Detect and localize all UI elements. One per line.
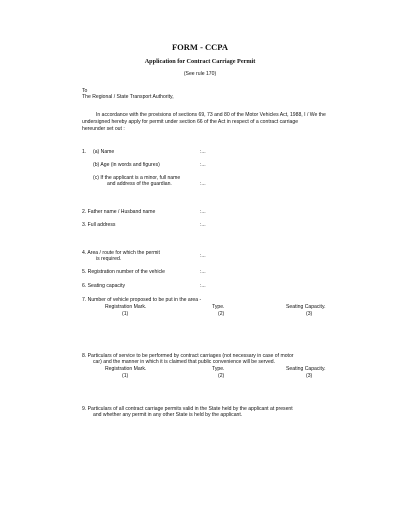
section-8-line-2: car) and the manner in which it is claimed that public convenience will be served. bbox=[93, 359, 276, 365]
form-subtitle: Application for Contract Carriage Permit bbox=[144, 58, 256, 65]
field-1a-label: (a) Name bbox=[93, 149, 115, 155]
section-7-num-3: (3) bbox=[306, 311, 313, 317]
field-1a-colon: :... bbox=[200, 149, 206, 155]
section-7-col-seating: Seating Capacity. bbox=[286, 304, 326, 310]
section-7-num-2: (2) bbox=[218, 311, 225, 317]
field-4-line-2: is required. bbox=[96, 256, 122, 262]
intro-line-2: undersigned hereby apply for permit under section 66 of the Act in respect of a contract carriage bbox=[82, 119, 299, 125]
field-2-label: 2. Father name / Husband name bbox=[82, 209, 156, 215]
section-9-line-1: 9. Particulars of all contract carriage permits valid in the State held by the applicant at present bbox=[82, 406, 293, 412]
field-1c-colon: :... bbox=[200, 181, 206, 187]
section-8-num-1: (1) bbox=[122, 373, 129, 379]
field-6-colon: :... bbox=[200, 283, 206, 289]
field-3-label: 3. Full address bbox=[82, 222, 116, 228]
section-7-col-registration: Registration Mark. bbox=[105, 304, 147, 310]
section-8-col-registration: Registration Mark. bbox=[105, 366, 147, 372]
field-1c-line-2: and address of the guardian. bbox=[107, 181, 172, 187]
field-5-label: 5. Registration number of the vehicle bbox=[82, 269, 165, 275]
addressee: The Regional / State Transport Authority, bbox=[82, 94, 174, 100]
field-1c-line-1: (c) If the applicant is a minor, full name bbox=[93, 175, 181, 181]
field-5-colon: :... bbox=[200, 269, 206, 275]
form-title: FORM - CCPA bbox=[171, 42, 229, 52]
section-7-label: 7. Number of vehicle proposed to be put in the area - bbox=[82, 297, 202, 303]
field-6-label: 6. Seating capacity bbox=[82, 283, 126, 289]
field-4-line-1: 4. Area / route for which the permit bbox=[82, 250, 160, 256]
field-1b-label: (b) Age (in words and figures) bbox=[93, 162, 160, 168]
field-2-colon: :... bbox=[200, 209, 206, 215]
field-1-number: 1. bbox=[82, 149, 87, 155]
section-7-num-1: (1) bbox=[122, 311, 129, 317]
rule-reference: (See rule 170) bbox=[183, 71, 217, 77]
field-4-colon: :... bbox=[200, 253, 206, 259]
to-label: To bbox=[82, 88, 88, 94]
field-3-colon: :... bbox=[200, 222, 206, 228]
section-8-line-1: 8. Particulars of service to be performed by contract carriages (not necessary in case of motor bbox=[82, 353, 294, 359]
section-8-col-type: Type. bbox=[212, 366, 225, 372]
intro-line-1: In accordance with the provisions of sections 69, 73 and 80 of the Motor Vehicles Act, 1988, I / We the bbox=[96, 112, 326, 118]
intro-line-3: hereunder set out : bbox=[82, 126, 125, 132]
section-8-col-seating: Seating Capacity. bbox=[286, 366, 326, 372]
section-8-num-3: (3) bbox=[306, 373, 313, 379]
section-9-line-2: and whether any permit in any other State is held by the applicant. bbox=[93, 412, 243, 418]
section-7-col-type: Type. bbox=[212, 304, 225, 310]
section-8-num-2: (2) bbox=[218, 373, 225, 379]
field-1b-colon: :... bbox=[200, 162, 206, 168]
